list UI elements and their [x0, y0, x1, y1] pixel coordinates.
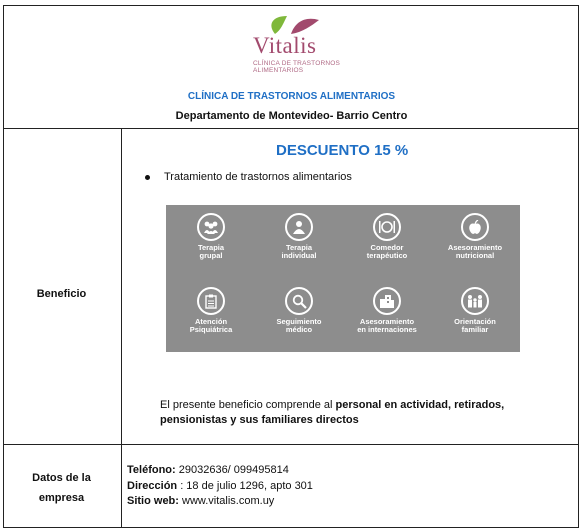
phone-label: Teléfono: — [127, 464, 176, 476]
logo-subtitle — [253, 60, 340, 74]
apple-icon — [461, 213, 489, 241]
service-label: Asesoramiento — [447, 243, 503, 252]
clinic-name: CLÍNICA DE TRASTORNOS ALIMENTARIOS — [187, 91, 396, 102]
scope-text: El presente beneficio comprende al — [160, 399, 336, 411]
person-icon — [285, 213, 313, 241]
magnifier-icon — [285, 287, 313, 315]
building-icon — [373, 287, 401, 315]
website-label: Sitio web: — [127, 495, 179, 507]
bullet-dot-icon — [145, 175, 150, 180]
service-label: Asesoramiento — [359, 317, 415, 326]
service-hospitalization-advice — [344, 287, 430, 334]
address-row — [127, 479, 313, 495]
logo-subtitle-line: CLÍNICA DE TRASTORNOS — [253, 60, 341, 67]
discount-title: DESCUENTO 15 % — [276, 142, 409, 159]
service-group-therapy — [168, 213, 254, 260]
divider — [4, 128, 578, 129]
phone-value: 29032636/ 099495814 — [175, 464, 289, 476]
phone-row — [127, 463, 313, 479]
bullet-item — [145, 171, 352, 183]
service-label: médico — [285, 325, 313, 334]
family-icon — [461, 287, 489, 315]
service-label: individual — [281, 251, 317, 260]
clipboard-icon — [197, 287, 225, 315]
website-row — [127, 494, 313, 510]
company-label-line: empresa — [38, 492, 85, 504]
service-label: Psiquiátrica — [189, 325, 233, 334]
service-label: en internaciones — [357, 325, 417, 334]
service-family-guidance — [432, 287, 518, 334]
service-label: Seguimiento — [276, 317, 322, 326]
divider — [121, 128, 122, 527]
service-label: Terapia — [197, 243, 225, 252]
benefit-scope — [160, 398, 545, 428]
service-label: Orientación — [454, 317, 496, 326]
plate-cutlery-icon — [373, 213, 401, 241]
service-label: Atención — [194, 317, 228, 326]
address-label: Dirección — [127, 479, 178, 492]
service-individual-therapy — [256, 213, 342, 260]
bullet-text: Tratamiento de trastornos alimentarios — [164, 171, 352, 183]
address-value: : 18 de julio 1296, apto 301 — [177, 479, 313, 492]
services-panel — [166, 205, 520, 352]
website-value: www.vitalis.com.uy — [178, 495, 275, 507]
logo-subtitle-line: ALIMENTARIOS — [253, 67, 304, 74]
department: Departamento de Montevideo- Barrio Centro — [175, 110, 408, 122]
logo-wordmark: Vitalis — [253, 33, 317, 58]
service-label: nutricional — [455, 251, 495, 260]
group-icon — [197, 213, 225, 241]
service-label: Terapia — [285, 243, 313, 252]
service-psychiatric-care — [168, 287, 254, 334]
service-label: grupal — [199, 251, 223, 260]
service-label: terapéutico — [366, 251, 408, 260]
company-label-line: Datos de la — [32, 472, 91, 484]
scope-recipients: personal en actividad, retirados, pensionistas y sus familiares directos — [160, 399, 505, 426]
benefit-label: Beneficio — [36, 288, 87, 300]
service-label: Comedor — [370, 243, 404, 252]
company-label — [3, 468, 120, 508]
divider — [4, 444, 578, 445]
service-medical-followup — [256, 287, 342, 334]
company-data — [127, 463, 313, 510]
service-label: familiar — [461, 325, 489, 334]
service-therapeutic-dining — [344, 213, 430, 260]
service-nutrition — [432, 213, 518, 260]
